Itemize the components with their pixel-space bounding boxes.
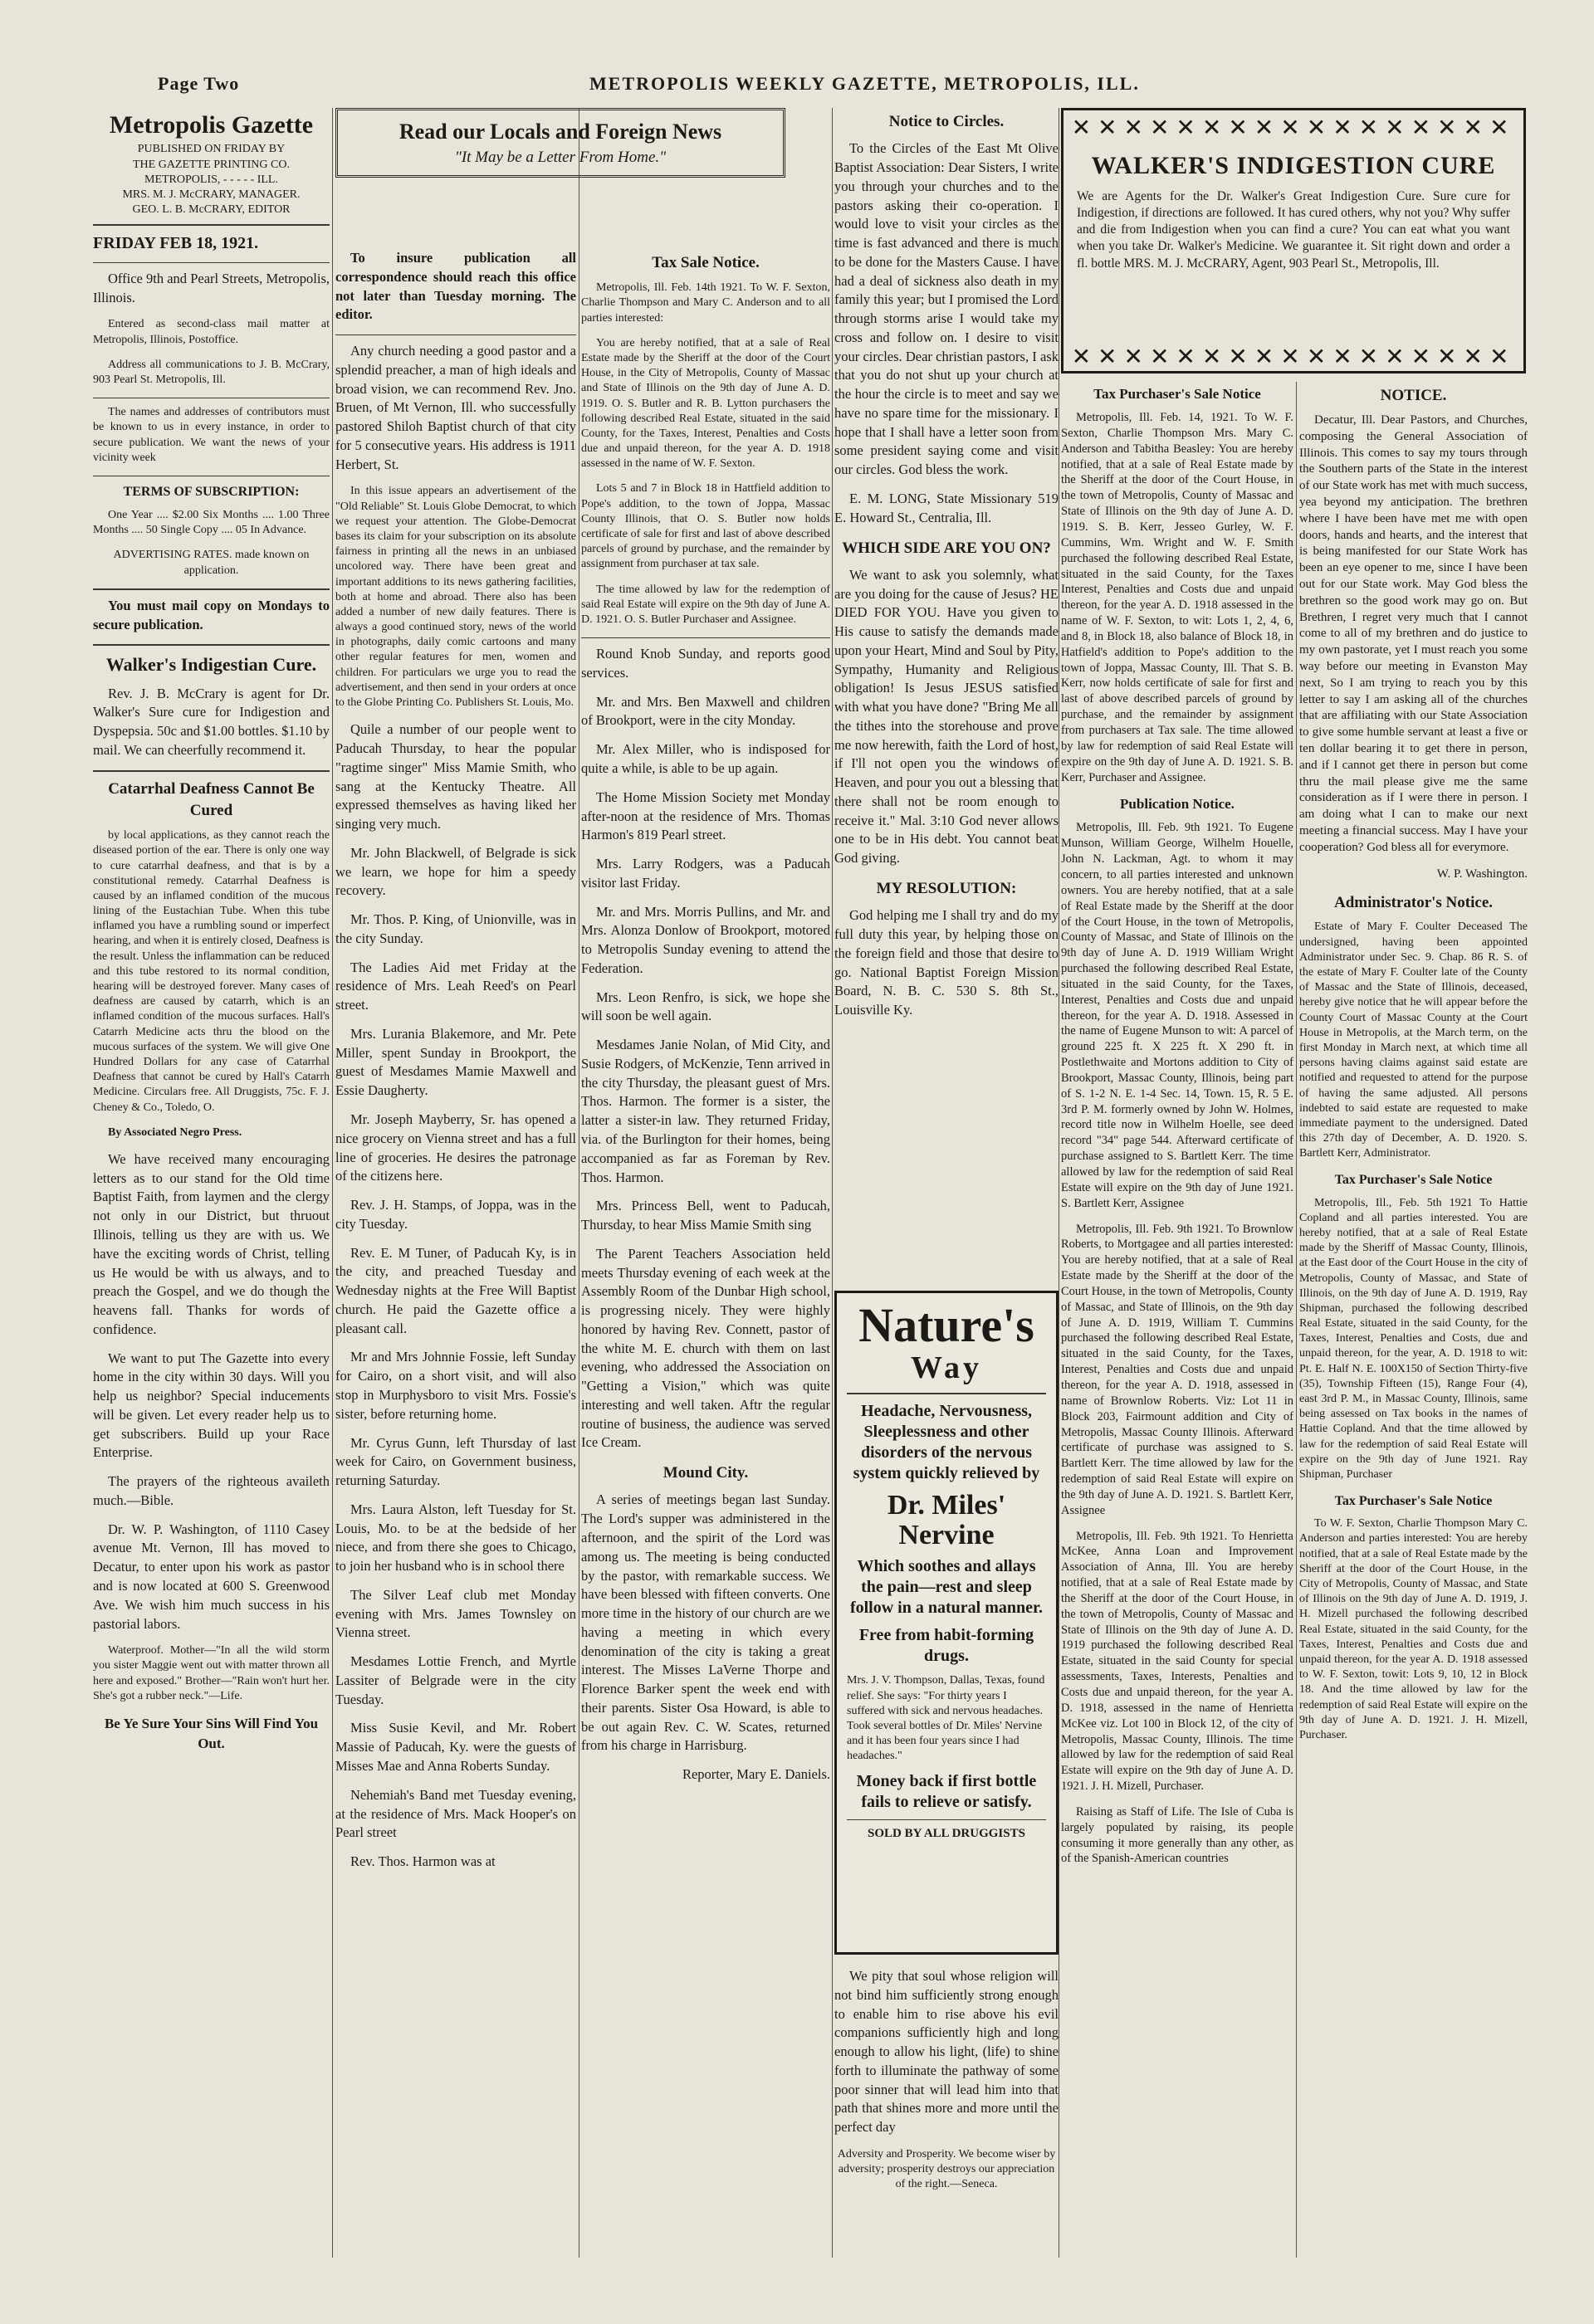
local-item: The Silver Leaf club met Monday evening with Mrs. James Townsley on Vienna street. bbox=[335, 1586, 576, 1641]
divider bbox=[847, 1393, 1046, 1394]
local-item: Mrs. Princess Bell, went to Paducah, Thursday, to hear Miss Mamie Smith sing bbox=[581, 1198, 830, 1233]
publication-notice-text: Metropolis, Ill. Feb. 9th 1921. To Eugene Munson, William George, Wilhelm Houelle, John N. Lackman, Agt. to whom it may concern, to all parties interested and unknown owners. You are hereby notified, that at a sale of Real Estate made by the Sheriff at the door of the Court House, in the town of Metropolis, County of Massac, and State of Illinois on the 9th day of June A. D. 1919 William Wright purchased the following described Real Estate, situated in the said County, for the Taxes, Interest, Penalties and Costs due and unpaid thereon, for the year A. D. 1918. Assessed in the name of Eugene Munson to wit: A parcel of ground 225 ft. X 225 ft. X 290 ft. in Postlethwaite and Mortons addition to City of Brookport, Massac County, Illinois, being part of S. 1-2 N. E. 1-4 Sec. 14, Town. 15, R. 5 E. 3rd P. M. formerly owned by John W. Holmes, record title now in Wilhelm Hoelle, see deed record "34" page 544. Afterward certificate of purchase assigned to S. Bartlett Kerr. The time allowed by law for the redemption of said Real Estate will expire on the 9th day of June 1921. S. Bartlett Kerr, Assignee bbox=[1061, 821, 1293, 1210]
local-item: Mr. Thos. P. King, of Unionville, was in the city Sunday. bbox=[335, 911, 576, 946]
resolution-heading: MY RESOLUTION: bbox=[876, 880, 1017, 897]
reporter-signature: Reporter, Mary E. Daniels. bbox=[682, 1766, 830, 1783]
walkers-ad-title: WALKER'S INDIGESTION CURE bbox=[1091, 152, 1496, 179]
office-address: Office 9th and Pearl Streets, Metropolis, Illinois. bbox=[93, 270, 330, 305]
local-item: Mr. John Blackwell, of Belgrade is sick we learn, we hope for him a speedy recovery. bbox=[335, 844, 576, 899]
local-item: Rev. E. M Tuner, of Paducah Ky, is in the city, and preached Tuesday and Wednesday nights at the Free Will Baptist church. He paid the Gazette office a pleasant call. bbox=[335, 1244, 576, 1336]
tax-purchaser-heading: Tax Purchaser's Sale Notice bbox=[1093, 386, 1261, 402]
tax-sale-text: Metropolis, Ill. Feb. 14th 1921. To W. F. Sexton, Charlie Thompson and Mary C. Anderson and to all parties interested: bbox=[581, 281, 830, 325]
local-item: Nehemiah's Band met Tuesday evening, at the residence of Mrs. Mack Hooper's on Pearl street bbox=[335, 1786, 576, 1841]
ad-title-2: Way bbox=[911, 1350, 982, 1385]
tax-purchaser-heading: Tax Purchaser's Sale Notice bbox=[1334, 1494, 1493, 1509]
local-item: The Ladies Aid met Friday at the residence of Mrs. Leah Reed's on Pearl street. bbox=[335, 959, 576, 1013]
local-item: Mr. Alex Miller, who is indisposed for quite a while, is able to be up again. bbox=[581, 741, 830, 776]
walkers-ad-text: We are Agents for the Dr. Walker's Great Indigestion Cure. Sure cure for Indigestion, if directions are followed. It has cured others, why not you? Why suffer and die from Indigestion when you can find a cure? You can eat what you want when you take Dr. Walker's Medicine. We guarantee it. Sit right down and order a fl. bottle MRS. M. J. McCRARY, Agent, 903 Pearl St., Metropolis, Ill. bbox=[1077, 189, 1510, 271]
local-item: Quile a number of our people went to Paducah Thursday, to hear the popular "ragtime singer" Miss Mamie Smith, who sang at the Kentucky Theatre. All expressed themselves as having liked her singing very much. bbox=[335, 721, 576, 832]
ad-free: Free from habit-forming drugs. bbox=[858, 1626, 1034, 1666]
masthead-line: METROPOLIS, - - - - - ILL. bbox=[144, 173, 278, 186]
notice-text: Decatur, Ill. Dear Pastors, and Churches, composing the General Association of Illinois. This comes to say my tours through the Southern parts of the State in the interest of our State work has met with much success, yea beyond my anticipation. The brethren where I have been have met me with open doors, hands and hearts, and the interest that is being manifested for our State Work has been an eye opener to me, since I have been out for our State work. May God bless the brethren so the good work may go on. But Brethren, I regret very much that I cannot come to all of my brethren and do justice to my own pastorate, yet I must reach you some way before our meeting in Evanston May next, So I am trying to reach you by this letter to say I am asking all of the churches that are affiliating with our State Association to give some humble servant at least a five or ten dollar bearing it to get there in person, and if I cannot get there in person but come thru the mail please give me the same consideration as if I were there in person. I am doing what I can to make our next meeting a financial success. May I have your cooperation? God bless all for everymore. bbox=[1299, 413, 1528, 854]
page-number: Page Two bbox=[158, 73, 240, 94]
ad-body: Which soothes and allays the pain—rest and sleep follow in a natural manner. bbox=[849, 1557, 1044, 1618]
tax-purchaser-heading: Tax Purchaser's Sale Notice bbox=[1334, 1173, 1493, 1188]
masthead bbox=[93, 108, 330, 217]
issue-date: FRIDAY FEB 18, 1921. bbox=[93, 234, 259, 253]
locals-banner-subtitle: "It May be a Letter From Home." bbox=[454, 148, 667, 166]
decorative-border: ✕✕✕✕✕✕✕✕✕✕✕✕✕✕✕✕✕ bbox=[1071, 115, 1516, 139]
cuba-note: Raising as Staff of Life. The Isle of Cuba is largely populated by raising, its people consuming it more generally than any other, as of the Spanish-American countries bbox=[1061, 1804, 1293, 1866]
ad-product: Dr. Miles' Nervine bbox=[887, 1490, 1006, 1550]
advertising-rates: ADVERTISING RATES. made known on application. bbox=[113, 549, 310, 577]
column-5 bbox=[1061, 382, 1293, 2258]
associated-press: By Associated Negro Press. bbox=[108, 1125, 242, 1139]
column-2 bbox=[335, 249, 576, 2258]
local-item: Mr. Cyrus Gunn, left Thursday of last week for Cairo, on Government business, returning Saturday. bbox=[335, 1434, 576, 1489]
encouragement-text: We have received many encouraging letters as to our stand for the Old time Baptist Faith, from laymen and the clergy not only in our District, but thruout Illinois, telling us they are with us. We have the exciting words of Christ, telling us He would be with us always, and to preach the Gospel, and we do though the heavens fall. Thanks for words of confidence. bbox=[93, 1150, 330, 1337]
bible-quote: The prayers of the righteous availeth much.—Bible. bbox=[93, 1473, 330, 1508]
tax-sale-heading: Tax Sale Notice. bbox=[652, 254, 760, 271]
closing-line: Be Ye Sure Your Sins Will Find You Out. bbox=[104, 1716, 319, 1751]
publication-notice-text: Metropolis, Ill. Feb. 9th 1921. To Brownlow Roberts, to Mortgagee and all parties interested: You are hereby notified, that at a sale of Real Estate made by the Sheriff at the door of the Court House, in the town of Metropolis, County of Massac, and State of Illinois, on the 9th day of June A. D. 1919, William T. Cummins purchased the following described Real Estate, situated in the said County, for the Taxes, Interest, Penalties and Costs due and unpaid thereon, for the year A. D. 1918, assessed in name of Brownlow Roberts. Viz: Lot 11 in Block 203, Fairmount addition and City of Metropolis, Massac County Illinois. Afterward certificate of purchase was assigned to S. Bartlett Kerr. The time allowed by law for the redemption of said Real Estate will expire on the 9th day of June A. D. 1921. S. Bartlett Kerr, Assignee bbox=[1061, 1222, 1293, 1517]
subscription-terms: One Year .... $2.00 Six Months .... 1.00 Three Months .... 50 Single Copy .... 05 In Advance. bbox=[93, 509, 330, 537]
masthead-line: THE GAZETTE PRINTING CO. bbox=[133, 158, 290, 171]
tax-sale-text: The time allowed by law for the redemption of said Real Estate will expire on the 9th day of June A. D. 1921. O. S. Butler Purchaser and Assignee. bbox=[581, 583, 830, 626]
local-item: Mrs. Larry Rodgers, was a Paducah visitor last Friday. bbox=[581, 856, 830, 891]
column-1 bbox=[93, 108, 330, 2258]
circles-text: To the Circles of the East Mt Olive Baptist Association: Dear Sisters, I write you through your churches and to the pastors asking their co-operation. I would love to visit your circles as the time is fast advanced and there is much to be done for the Masters Cause. I have had a deal of sickness also death in my family this year; but I promised the Lord through storms arise I would take my cross and follow on. I desire to visit your circles. Dear christian pastors, I ask that you do not shut up your church at the hour the circle is to meet and say we have no spare time for the missionary. I hope that I shall have a letter soon from some president saying come and visit our circles. God bless the work. bbox=[834, 140, 1059, 478]
walkers-heading: Walker's Indigestian Cure. bbox=[105, 654, 317, 676]
insure-publication: To insure publication all correspondence should reach this office not later than Tuesday morning. The editor. bbox=[335, 250, 576, 323]
notice-signer: W. P. Washington. bbox=[1436, 867, 1528, 881]
waterproof-joke: Waterproof. Mother—"In all the wild storm you sister Maggie went out with matter thrown all here and exposed." Brother—"Rain won't hurt her. She's got a rubber neck."—Life. bbox=[93, 1644, 330, 1702]
ad-lead: Headache, Nervousness, Sleeplessness and other disorders of the nervous system quickly relieved by bbox=[853, 1402, 1040, 1482]
local-item: The Home Mission Society met Monday after-noon at the residence of Mrs. Thomas Harmon's 819 Pearl street. bbox=[581, 788, 830, 843]
subscription-heading: TERMS OF SUBSCRIPTION: bbox=[123, 484, 300, 499]
administrator-text: Estate of Mary F. Coulter Deceased The undersigned, having been appointed Administrator under Sec. 9. Chap. 86 R. S. of the estate of Mary F. Coulter late of the County of Massac and the State of Illinois, deceased, hereby give notice that he will appear before the County Court of Massac County at the Court House in Metropolis, at the March term, on the first Monday in March next, at which time all persons having claims against said estate are notified and requested to attend for the purpose of having the same adjusted. All persons indebted to said estate are requested to make immediate payment to the undersigned. Dated this 27th day of December, A. D. 1920. S. Bartlett Kerr, Administrator. bbox=[1299, 920, 1528, 1160]
divider bbox=[93, 224, 330, 226]
divider bbox=[335, 334, 576, 335]
ad-testimony: Mrs. J. V. Thompson, Dallas, Texas, found relief. She says: "For thirty years I suffered with sick and nervous headaches. Took several bottles of Dr. Miles' Nervine and it has been four years since I had headaches." bbox=[847, 1674, 1045, 1763]
local-item: Rev. Thos. Harmon was at bbox=[350, 1853, 496, 1870]
divider bbox=[93, 644, 330, 646]
contributors-note: The names and addresses of contributors must be known to us in every instance, in order to secure publication. We want the news of your vicinity week bbox=[93, 406, 330, 464]
tax-sale-text: Lots 5 and 7 in Block 18 in Hattfield addition to Pope's addition, to the town of Joppa, Massac County Illinois, that O. S. Butler now holds certificate of sale for first and last of above described parcels of ground by purchase, and the remainder by assignment from purchaser at tax sale. bbox=[581, 482, 830, 571]
locals-banner bbox=[335, 108, 785, 178]
column-rule bbox=[1296, 382, 1297, 2258]
publication-notice-heading: Publication Notice. bbox=[1120, 796, 1235, 813]
local-item: Mrs. Leon Renfro, is sick, we hope she will soon be well again. bbox=[581, 989, 830, 1024]
column-4-bottom bbox=[834, 1967, 1059, 2258]
tax-purchaser-text: Metropolis, Ill. Feb. 14, 1921. To W. F. Sexton, Charlie Thompson Mrs. Mary C. Anderson and Tabitha Beasley: You are hereby notified, that at a sale of Real Estate made by the Sheriff at the door of the Court House, in the town of Metropolis, County of Massac and State of Illinois on the 9th day of June A. D. 1919. S. B. Kerr, Jesseo Gurley, W. F. Cummins, Wm. Wright and W. F. Smith purchased the following described Real Estate, situated in the said County, for the Taxes Interest, Penalties and Costs due and unpaid thereon, for the year A. D. 1918 assessed in the name of W. F. Sexton, to wit: Lots 1, 2, 4, 6, and 8, in Block 18, also balance of Block 18, in Hatfield's addition to Pope's addition to the town of Joppa, Massac County, Ill. That S. B. Kerr, now holds certificate of sale for first and last of above described parcels of ground by purchase, and the remainder by assignment from purchasers at Tax sale. The time allowed by law for redemption of said Real Estate will expire on the 9th day of June A. D. 1921. S. B. Kerr, Purchaser and Assignee. bbox=[1061, 411, 1293, 784]
subscribers-appeal: We want to put The Gazette into every home in the city within 30 days. Will you help us neighbor? Special inducements will be given. Let every reader help us to get subscribers. Build up your Race Enterprise. bbox=[93, 1350, 330, 1461]
publication-notice-text: Metropolis, Ill. Feb. 9th 1921. To Henrietta McKee, Anna Loan and Improvement Association of Anna, Ill. You are hereby notified, that at a sale of Real Estate made by the Sheriff at the door of the Court House, in the town of Metropolis, County of Massac and State of Illinois on the 9th day of June A. D. 1919 purchased the following described Real Estate, situated in the said County for special assessments, Taxes, Interests, Penalties and Costs due and unpaid thereon, for the year A. D. 1918, assessed in the name of Henrietta McKee viz. Lot 100 in Block 12, of the city of Metropolis, Massac County, Illinois. The time allowed by law for the redemption of said Real Estate will expire on the 9th day of June A. D. 1921. J. H. Mizell, Purchaser. bbox=[1061, 1529, 1293, 1794]
newspaper-title: METROPOLIS WEEKLY GAZETTE, METROPOLIS, ILL. bbox=[589, 73, 1140, 94]
divider bbox=[581, 637, 830, 638]
local-item: Mr. and Mrs. Ben Maxwell and children of Brookport, were in the city Monday. bbox=[581, 693, 830, 729]
divider bbox=[93, 588, 330, 590]
ad-title: Nature's bbox=[858, 1298, 1034, 1352]
mail-copy-note: You must mail copy on Mondays to secure publication. bbox=[93, 597, 330, 632]
mound-city-heading: Mound City. bbox=[663, 1464, 749, 1482]
adversity-quote: Adversity and Prosperity. We become wiser by adversity; prosperity destroys our appreciation of the right.—Seneca. bbox=[837, 2147, 1056, 2191]
local-item: In this issue appears an advertisement of the "Old Reliable" St. Louis Globe Democrat, to which we request your attention. The Globe-Democrat bases its claim for your subscription on its absolute fairness in printing all the news in an unbiased uncolored way. There have been great and important additions to its news gathering facilities, both at home and abroad. There also has been added a number of new daily features. There is always a good continued story, news of the world in photographs, daily comic cartoons and many other regular features for men, women and children. For particulars we urge you to read the advertisement, and then send in your orders at once to the Globe Printing Co. Publishers St. Louis, Mo. bbox=[335, 485, 576, 710]
missionary-signer: E. M. LONG, State Missionary 519 E. Howard St., Centralia, Ill. bbox=[834, 491, 1059, 525]
column-6 bbox=[1299, 382, 1528, 2258]
nervine-advertisement bbox=[834, 1291, 1059, 1955]
column-3 bbox=[581, 249, 830, 2258]
mound-city-text: A series of meetings began last Sunday. The Lord's supper was administered in the afternoon, and the spirit of the Lord was among us. The meeting is being conducted by the pastor, with remarkable success. We have been blessed with fifteen converts. One more time in the history of our church are we having a meeting in which every denomination of the city is taking a great interest. The Misses LaVerne Thorpe and Florence Barker spent the week end with their parents. Sister Osa Howard, is able to be out again Rev. C. W. Scates, returned from his charge in Harrisburg. bbox=[581, 1492, 830, 1754]
local-item: Mesdames Janie Nolan, of Mid City, and Susie Rodgers, of McKenzie, Tenn arrived in the city Thursday, the pleasant guest of Mrs. Thos. Harmon. The former is a sister, the latter a sister-in law. They returned Friday, via. of the Burlington for their homes, being accompanied as far as Foreman by Rev. Thos. Harmon. bbox=[581, 1037, 830, 1185]
local-item: Mr and Mrs Johnnie Fossie, left Sunday for Cairo, on a short visit, and will also stop in Murphysboro to visit Mrs. Fossie's sister, before returning home. bbox=[335, 1349, 576, 1422]
tax-sale-text: You are hereby notified, that at a sale of Real Estate made by the Sheriff at the door of the Court House, in the City of Metropolis, County of Massac and State of Illinois on the 9th day of June A. D. 1919. O. S. Butler and R. B. Lytton purchasers the following described Real Estate, situated in the said County, for the Taxes, Interest, Penalties and Costs due and unpaid thereon, for the year A. D. 1918 assessed in the name of W. F. Sexton. bbox=[581, 336, 830, 471]
local-item: Any church needing a good pastor and a splendid preacher, a man of high ideals and broad vision, we can recommend Rev. Jno. Bruen, of Mt Vernon, Ill. who successfully pastored Shiloh Baptist church of that city for 5 consecutive years. His address is 1911 Herbert, St. bbox=[335, 343, 576, 472]
local-item: The Parent Teachers Association held meets Thursday evening of each week at the Assembly Room of the Dunbar High school, is progressing nicely. They were highly honored by having Rev. Connett, pastor of the white M. E. church with them on last evening, who addressed the Association on "Getting a Vision," which was quite interesting and well taken. Aftr the regular routine of business, the audience was served Ice Cream. bbox=[581, 1245, 830, 1451]
washington-note: Dr. W. P. Washington, of 1110 Casey avenue Mt. Vernon, Ill has moved to Decatur, to enter upon his work as pastor and is now located at 600 S. Greenwood Ave. We wish him much success in his pastorial labors. bbox=[93, 1521, 330, 1632]
divider bbox=[93, 770, 330, 772]
column-rule bbox=[832, 108, 833, 2258]
divider bbox=[847, 1819, 1046, 1820]
column-rule bbox=[332, 108, 333, 2258]
catarrh-text: by local applications, as they cannot reach the diseased portion of the ear. There is only one way to cure catarrhal deafness, and that is by a constitutional remedy. Catarrhal Deafness is caused by an inflamed condition of the mucous lining of the Eustachian Tube. When this tube inflamed you have a rumbling sound or imperfect hearing, and when it is entirely closed, Deafness is the result. Unless the inflammation can be reduced and this tube restored to its normal condition, hearing will be destroyed forever. Many cases of deafness are caused by catarrh, which is an inflamed condition of the mucous surfaces. Hall's Catarrh Medicine acts thru the blood on the mucous surfaces of the system. We will give One Hundred Dollars for any case of Catarrhal Deafness that cannot be cured by Hall's Catarrh Medicine. Circulars free. All Druggists, 75c. F. J. Cheney & Co., Toledo, O. bbox=[93, 829, 330, 1114]
local-item: Mr. Joseph Mayberry, Sr. has opened a nice grocery on Vienna street and has a full line of groceries. He desires the patronage of the citizens here. bbox=[335, 1111, 576, 1184]
notice-heading: NOTICE. bbox=[1380, 387, 1447, 404]
ad-refund: Money back if first bottle fails to relieve or satisfy. bbox=[856, 1771, 1037, 1811]
masthead-line: PUBLISHED ON FRIDAY BY bbox=[137, 143, 286, 156]
local-item: Mrs. Lurania Blakemore, and Mr. Pete Miller, spent Sunday in Brookport, the guest of Mesdames Mamie Maxwell and Essie Daugherty. bbox=[335, 1025, 576, 1099]
pity-text: We pity that soul whose religion will not bind him sufficiently strong enough to enable him to rise above his evil companions sufficiently high and long enough to allow his light, (life) to shine forth to illuminate the pathway of some poor sinner that will lead him into that path that shines more and more until the perfect day bbox=[834, 1968, 1059, 2136]
decorative-border: ✕✕✕✕✕✕✕✕✕✕✕✕✕✕✕✕✕ bbox=[1071, 344, 1516, 368]
ad-sold: SOLD BY ALL DRUGGISTS bbox=[868, 1826, 1025, 1840]
local-item: Mesdames Lottie French, and Myrtle Lassiter of Belgrade were in the city Tuesday. bbox=[335, 1653, 576, 1707]
masthead-line: MRS. M. J. McCRARY, MANAGER. bbox=[122, 188, 301, 201]
which-side-text: We want to ask you solemnly, what are you doing for the cause of Jesus? HE DIED FOR YOU. Have you given to His cause to satisfy the demands made upon your Heart, Mind and Soul by Pity, Sympathy, Humanity and Religious obligation! Is Jesus JESUS satisfied with what you have done? "Bring Me all the tithes into the storehouse and prove me now herewith, faith the Lord of host, if I'll not open you the windows of Heaven, and pour you out a blessing that there shall not be room enough to receive it." Mal. 3:10 God never allows one to be in His debt. You cannot beat God giving. bbox=[834, 566, 1059, 867]
column-4 bbox=[834, 108, 1059, 1286]
address-note: Address all communications to J. B. McCrary, 903 Pearl St. Metropolis, Ill. bbox=[93, 358, 330, 387]
resolution-text: God helping me I shall try and do my full duty this year, by helping those on the foreign field and those that desire to go. National Baptist Foreign Mission Board, N. B. C. 530 S. 8th St., Louisville Ky. bbox=[834, 907, 1059, 1018]
local-item: Miss Susie Kevil, and Mr. Robert Massie of Paducah, Ky. were the guests of Misses Mae and Anna Roberts Sunday. bbox=[335, 1720, 576, 1774]
local-item: Mrs. Laura Alston, left Tuesday for St. Louis, Mo. to be at the bedside of her niece, and from there she goes to Chicago, to join her husband who is in school there bbox=[335, 1501, 576, 1575]
circles-heading: Notice to Circles. bbox=[888, 113, 1005, 130]
tax-purchaser-text: Metropolis, Ill., Feb. 5th 1921 To Hattie Copland and all parties interested. You are hereby notified, that at a sale of Real Estate made by the Sheriff of Massac County, Illinois, at the East door of the Court House in the city of Metropolis, County of Massac, and State of Illinois, on the 9th day of June A. D. 1919, Ray Shipman, purchased the following described Real Estate, situated in the said County, for the Taxes, Interest, Penalties and Costs, due and unpaid thereon, for the year, A. D. 1918 to wit: Pt. E. Half N. E. 100X150 of Section Thirty-five (35), Township Fifteen (15), Range Four (4), east 3rd P. M., in Massac County, Illinois, same being assessed on Tax books in the names of Hattie Copland. And that the time allowed by law for the redemption of said Real Estate will expire on the 9th day of June 1921. Ray Shipman, Purchaser bbox=[1299, 1196, 1528, 1481]
mail-entry: Entered as second-class mail matter at Metropolis, Illinois, Postoffice. bbox=[93, 318, 330, 346]
divider bbox=[93, 262, 330, 263]
local-item: Rev. J. H. Stamps, of Joppa, was in the city Tuesday. bbox=[335, 1197, 576, 1232]
administrator-heading: Administrator's Notice. bbox=[1333, 894, 1494, 912]
walkers-text: Rev. J. B. McCrary is agent for Dr. Walker's Sure cure for Indigestion and Dyspepsia. 50c and $1.00 bottles. $1.10 by mail. We can cheerfully recommend it. bbox=[93, 685, 330, 758]
local-item: Mr. and Mrs. Morris Pullins, and Mr. and Mrs. Alonza Donlow of Brookport, motored to Metropolis Sunday evening to attend the Federation. bbox=[581, 903, 830, 976]
locals-banner-title: Read our Locals and Foreign News bbox=[398, 120, 722, 144]
masthead-name: Metropolis Gazette bbox=[109, 111, 314, 139]
which-side-heading: WHICH SIDE ARE YOU ON? bbox=[842, 539, 1051, 557]
masthead-line: GEO. L. B. McCRARY, EDITOR bbox=[132, 203, 291, 217]
tax-purchaser-text: To W. F. Sexton, Charlie Thompson Mary C. Anderson and parties interested: You are hereby notified, that at a sale of Real Estate made by the Sheriff at the door of the Court House, in the City of Metropolis, County of Massac, and State of Illinois on the 9th day of June A. D. 1919, J. H. Mizell purchased the following described Real Estate, situated in the said County, for the Taxes, Interest, Penalties and Costs due and unpaid thereon, for the year A. D. 1918 assessed to W. F. Sexton, towit: Lots 9, 10, 12 in Block 18. And the time allowed by law for the redemption of said Real Estate will expire on the 9th day of June A. D. 1921. J. H. Mizell, Purchaser. bbox=[1299, 1517, 1528, 1741]
walkers-advertisement bbox=[1061, 108, 1526, 374]
local-item: Round Knob Sunday, and reports good services. bbox=[581, 646, 830, 681]
page-header bbox=[100, 66, 1536, 100]
catarrh-heading: Catarrhal Deafness Cannot Be Cured bbox=[108, 779, 315, 819]
